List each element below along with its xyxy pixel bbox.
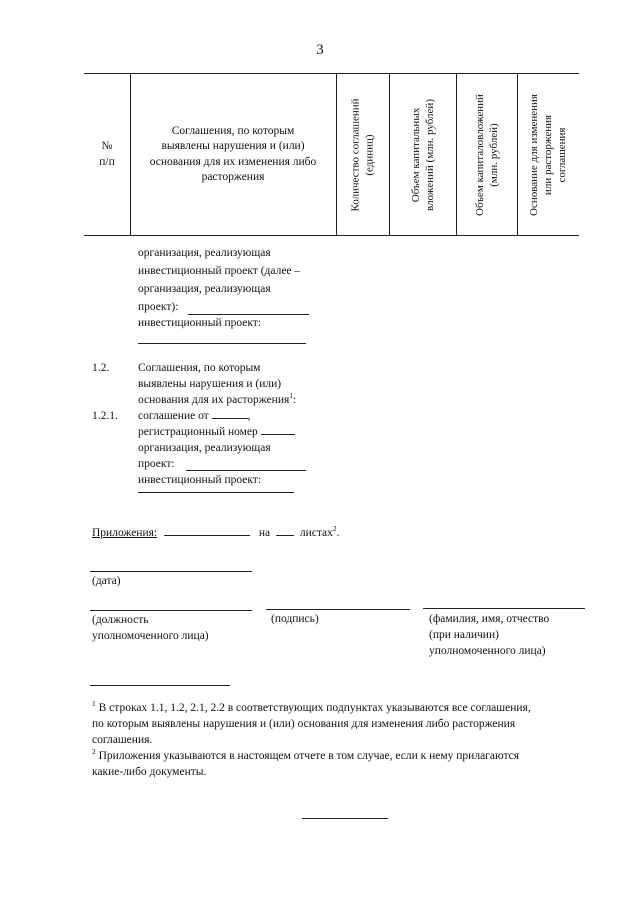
item-text: инвестиционный проект: [138, 474, 262, 486]
footnote-1-line: соглашения. [92, 734, 153, 746]
attachments-label: Приложения: [92, 527, 158, 539]
section-a-line: организация, реализующая [138, 247, 271, 259]
item-number: 1.2.1. [92, 410, 118, 422]
name-label: уполномоченного лица) [429, 645, 546, 657]
section-a-line: инвестиционный проект (далее – [138, 265, 301, 277]
position-line[interactable] [90, 610, 252, 611]
column-header-capital: Объем капитальных вложений (млн. рублей) [409, 98, 436, 211]
signature-line[interactable] [266, 609, 410, 610]
blank-reg-number-line[interactable] [261, 434, 295, 435]
footnote-1-line: по которым выявлены нарушения и (или) основания для изменения либо расторжения [92, 718, 516, 730]
footnote-2-line: какие-либо документы. [92, 766, 207, 778]
column-header-basis: Основание для изменения или расторжения соглашения [528, 93, 568, 216]
blank-organization-line[interactable] [186, 470, 306, 471]
footnote-ref: 2 [332, 524, 337, 534]
section-a-line: организация, реализующая [138, 283, 271, 295]
name-line[interactable] [423, 608, 585, 609]
item-text: организация, реализующая [138, 442, 271, 454]
name-label: (фамилия, имя, отчество [429, 613, 550, 625]
position-label: уполномоченного лица) [92, 630, 209, 642]
date-label: (дата) [92, 575, 121, 587]
column-header-count: Количество соглашений (единиц) [349, 98, 376, 211]
column-header-agreements: Соглашения, по которым выявлены нарушения и (или) основания для их изменения либо расторжения [149, 124, 317, 183]
blank-organization-line[interactable] [188, 314, 309, 315]
item-text: регистрационный номер [138, 425, 295, 441]
attachments-line: Приложения: на листах$^2$. [92, 524, 340, 539]
section-a-line: инвестиционный проект: [138, 317, 262, 329]
end-separator [302, 818, 388, 819]
item-text: соглашение от , [138, 410, 251, 422]
name-label: (при наличии) [429, 629, 499, 641]
blank-project-line[interactable] [138, 343, 306, 344]
blank-sheets-count[interactable] [276, 535, 294, 536]
item-number: 1.2. [92, 362, 110, 374]
position-label: (должность [92, 614, 149, 626]
blank-attachments-line[interactable] [164, 535, 250, 536]
footnote-1: $^1$ В строках 1.1, 1.2, 2.1, 2.2 в соответствующих подпунктах указываются все соглашения, [92, 699, 531, 714]
section-a-line: проект): [138, 301, 179, 313]
item-text: основания для их расторжения$^1$: [138, 391, 297, 406]
column-header-cap-investments: Объем капиталовложений (млн. рублей) [473, 93, 500, 216]
footnote-ref: 1 [289, 391, 294, 401]
blank-date-line[interactable] [212, 418, 248, 419]
page-number: 3 [316, 42, 324, 58]
item-text: Соглашения, по которым [138, 362, 261, 374]
signature-label: (подпись) [271, 613, 319, 625]
item-text: проект: [138, 458, 175, 470]
column-header-number: № п/п [99, 140, 115, 168]
footnote-2: $^2$ Приложения указываются в настоящем отчете в том случае, если к нему прилагаются [92, 747, 519, 762]
date-line[interactable] [90, 571, 252, 572]
footnote-separator [90, 685, 230, 686]
report-table-header [84, 73, 579, 236]
item-text: выявлены нарушения и (или) [138, 378, 282, 390]
blank-project-line[interactable] [138, 492, 294, 493]
